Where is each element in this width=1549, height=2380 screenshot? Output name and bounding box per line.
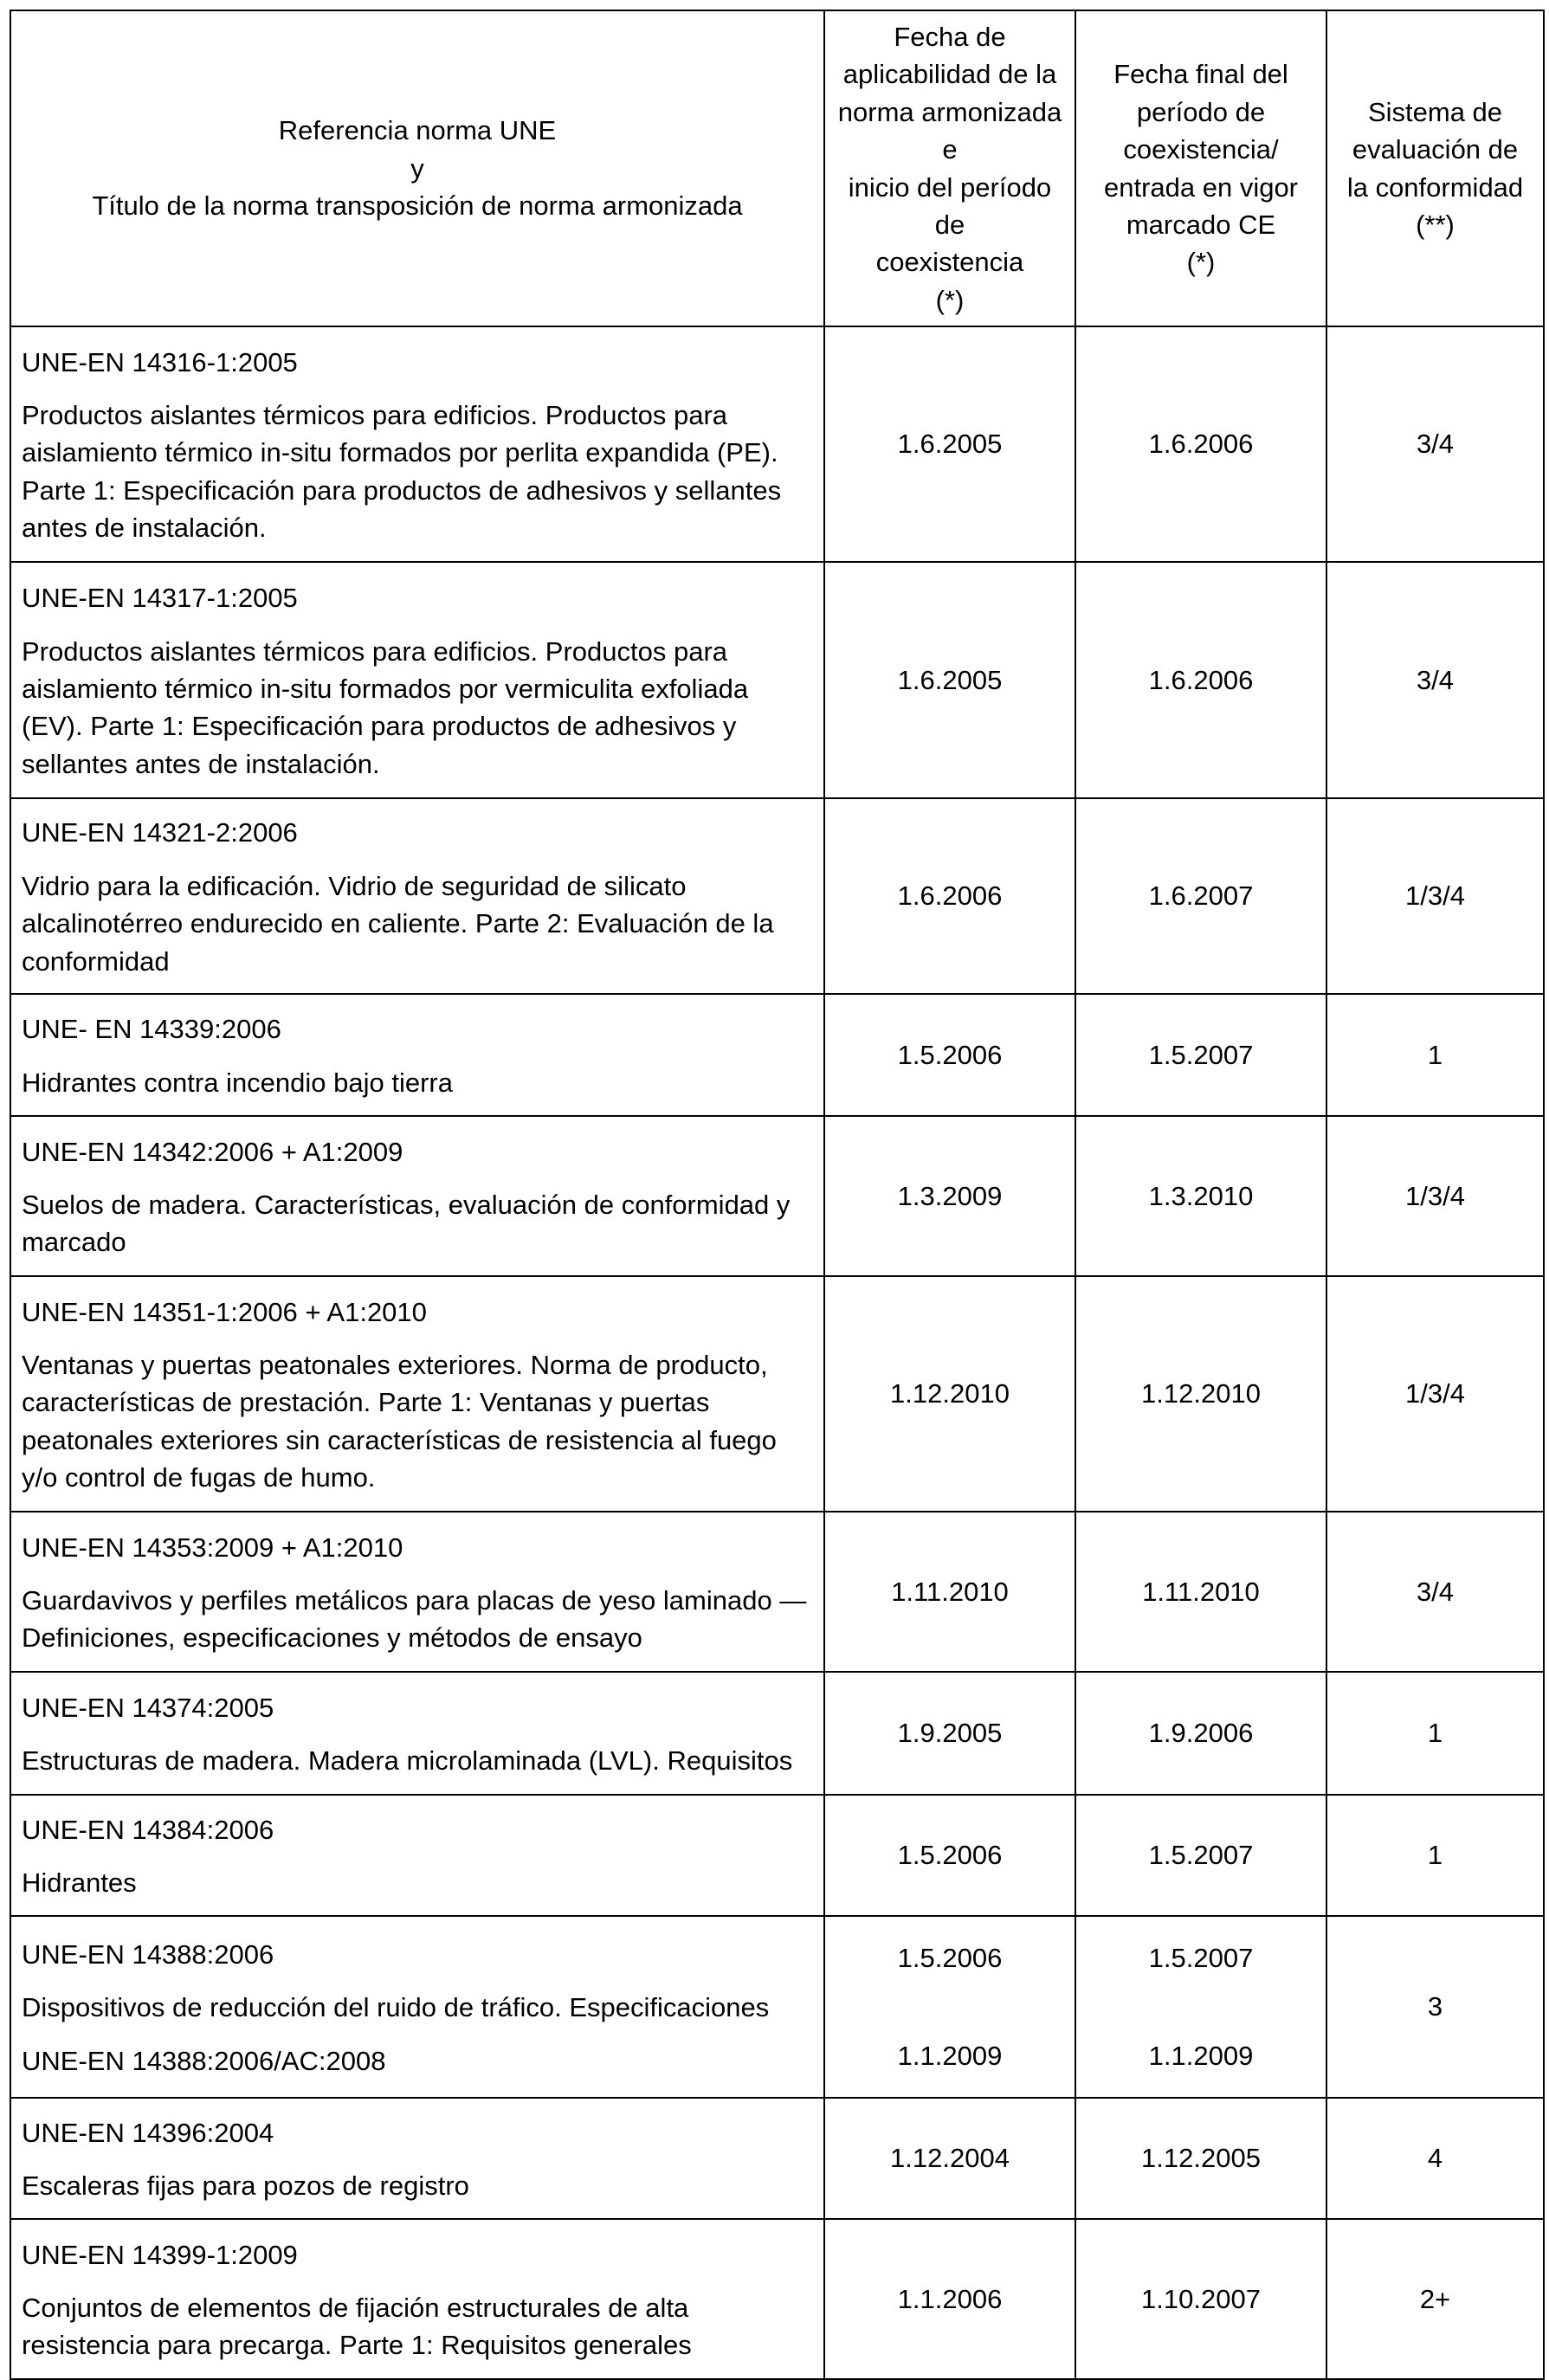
standard-code: UNE-EN 14388:2006: [22, 1939, 274, 1970]
standard-code: UNE-EN 14384:2006: [22, 1814, 274, 1845]
end-date-cell: [1075, 1916, 1326, 2098]
standard-reference-cell: [10, 562, 824, 798]
start-date: 1.5.2006: [824, 994, 1075, 1116]
end-date: 1.12.2005: [1075, 2098, 1326, 2219]
header-text: (*): [1186, 247, 1216, 278]
standard-code: UNE-EN 14399-1:2009: [22, 2239, 298, 2270]
conformity-system: 3/4: [1326, 562, 1544, 798]
conformity-system: 3/4: [1326, 326, 1544, 562]
header-text: Sistema de: [1367, 96, 1503, 127]
conformity-system: 1/3/4: [1326, 1116, 1544, 1276]
standard-title: Hidrantes contra incendio bajo tierra: [22, 1067, 453, 1098]
conformity-system: 1: [1326, 1672, 1544, 1795]
header-text: período de: [1136, 96, 1266, 127]
standard-title: Vidrio para la edificación. Vidrio de seguridad de silicato alcalinotérreo endurecido en caliente. Parte 2: Evaluación de la conformidad: [22, 870, 774, 977]
header-text: (*): [935, 284, 965, 315]
conformity-system: 4: [1326, 2098, 1544, 2219]
standard-code: UNE-EN 14374:2005: [22, 1692, 274, 1723]
start-date: 1.9.2005: [824, 1672, 1075, 1795]
table-row: [10, 562, 1544, 798]
conformity-system: 1: [1326, 1795, 1544, 1916]
standard-code-corrigendum: UNE-EN 14388:2006/AC:2008: [22, 2045, 386, 2076]
standard-reference-cell: [10, 1795, 824, 1916]
standard-code: UNE-EN 14342:2006 + A1:2009: [22, 1136, 403, 1167]
standard-reference-cell: [10, 1916, 824, 2098]
table-row: [10, 1672, 1544, 1795]
table-row: [10, 1116, 1544, 1276]
end-date: 1.9.2006: [1075, 1672, 1326, 1795]
header-text: entrada en vigor: [1103, 171, 1299, 203]
start-date: 1.12.2004: [824, 2098, 1075, 2219]
start-date: 1.3.2009: [824, 1116, 1075, 1276]
header-text: coexistencia: [875, 247, 1024, 278]
standard-code: UNE-EN 14396:2004: [22, 2117, 274, 2148]
start-date: 1.6.2005: [824, 562, 1075, 798]
standard-reference-cell: [10, 1512, 824, 1672]
standard-reference-cell: [10, 2098, 824, 2219]
standard-code: UNE-EN 14353:2009 + A1:2010: [22, 1532, 403, 1563]
table-row: [10, 994, 1544, 1116]
header-text: la conformidad: [1346, 171, 1524, 203]
conformity-system: 1/3/4: [1326, 798, 1544, 994]
header-reference: [10, 10, 824, 326]
header-text: marcado CE: [1126, 209, 1276, 240]
header-text: y: [410, 152, 424, 184]
header-text: evaluación de: [1352, 134, 1519, 165]
start-date: 1.5.2006: [824, 1795, 1075, 1916]
start-date: 1.1.2006: [824, 2219, 1075, 2379]
header-text: Fecha de: [894, 22, 1006, 52]
standard-title: Hidrantes: [22, 1867, 137, 1899]
end-date: 1.6.2006: [1075, 326, 1326, 562]
header-text: coexistencia/: [1123, 134, 1279, 165]
end-date: 1.10.2007: [1075, 2219, 1326, 2379]
standard-title: Productos aislantes térmicos para edificios. Productos para aislamiento térmico in-situ formados por perlita expandida (PE). Parte 1: Especificación para productos de adhesivos y sellantes antes de instalación.: [22, 400, 782, 544]
header-system: [1326, 10, 1544, 326]
header-text: norma armonizada e: [837, 96, 1062, 165]
end-date: 1.6.2007: [1075, 798, 1326, 994]
conformity-system: 3/4: [1326, 1512, 1544, 1672]
header-text: Referencia norma UNE: [278, 115, 557, 146]
standard-code: UNE-EN 14321-2:2006: [22, 817, 298, 848]
standard-title: Productos aislantes térmicos para edificios. Productos para aislamiento térmico in-situ formados por vermiculita exfoliada (EV). Parte 1: Especificación para productos de adhesivos y sellantes antes de instalación.: [22, 635, 749, 779]
table-row: [10, 1276, 1544, 1512]
standard-code: UNE-EN 14316-1:2005: [22, 346, 298, 377]
conformity-system: 1/3/4: [1326, 1276, 1544, 1512]
header-text: (**): [1416, 209, 1455, 240]
harmonized-standards-table: [10, 10, 1545, 2380]
standard-title: Suelos de madera. Características, evaluación de conformidad y marcado: [22, 1189, 791, 1258]
table-row: [10, 1795, 1544, 1916]
standard-code: UNE- EN 14339:2006: [22, 1014, 281, 1045]
end-date: 1.5.2007: [1075, 994, 1326, 1116]
table-row: [10, 798, 1544, 994]
standard-title: Dispositivos de reducción del ruido de tráfico. Especificaciones: [22, 1992, 770, 2023]
end-date: 1.12.2010: [1075, 1276, 1326, 1512]
end-date: 1.3.2010: [1075, 1116, 1326, 1276]
end-date: 1.6.2006: [1075, 562, 1326, 798]
standard-code: UNE-EN 14317-1:2005: [22, 583, 298, 614]
standard-reference-cell: [10, 1116, 824, 1276]
table-header-row: [10, 10, 1544, 326]
standard-reference-cell: [10, 798, 824, 994]
header-end-date: [1075, 10, 1326, 326]
conformity-system: 3: [1326, 1916, 1544, 2098]
start-date-cell: [824, 1916, 1075, 2098]
table-row: [10, 2219, 1544, 2379]
header-text: inicio del período de: [848, 171, 1052, 240]
start-date: 1.6.2006: [824, 798, 1075, 994]
start-date: 1.11.2010: [824, 1512, 1075, 1672]
table-row: [10, 326, 1544, 562]
header-start-date: [824, 10, 1075, 326]
table-row: [10, 1512, 1544, 1672]
header-text: Título de la norma transposición de norma armonizada: [92, 190, 743, 222]
standard-title: Guardavivos y perfiles metálicos para placas de yeso laminado — Definiciones, especificaciones y métodos de ensayo: [22, 1584, 807, 1654]
standard-title: Estructuras de madera. Madera microlaminada (LVL). Requisitos: [22, 1745, 793, 1777]
end-date: 1.5.2007: [1075, 1795, 1326, 1916]
start-date: 1.5.2006: [897, 1942, 1003, 1973]
start-date: 1.12.2010: [824, 1276, 1075, 1512]
standard-title: Ventanas y puertas peatonales exteriores. Norma de producto, características de prestación. Parte 1: Ventanas y puertas peatonales exteriores sin características de resistencia al fuego y/o control de fugas de humo.: [22, 1350, 777, 1493]
standard-reference-cell: [10, 1276, 824, 1512]
conformity-system: 1: [1326, 994, 1544, 1116]
header-text: aplicabilidad de la: [842, 59, 1057, 90]
standard-title: Escaleras fijas para pozos de registro: [22, 2170, 469, 2202]
end-date: 1.5.2007: [1148, 1942, 1254, 1973]
standard-reference-cell: [10, 326, 824, 562]
standard-reference-cell: [10, 2219, 824, 2379]
table-row: [10, 2098, 1544, 2219]
standard-reference-cell: [10, 994, 824, 1116]
header-text: Fecha final del: [1113, 59, 1288, 90]
standard-reference-cell: [10, 1672, 824, 1795]
end-date-corrigendum: 1.1.2009: [1148, 2041, 1254, 2072]
table-row: [10, 1916, 1544, 2098]
end-date: 1.11.2010: [1075, 1512, 1326, 1672]
start-date: 1.6.2005: [824, 326, 1075, 562]
standard-code: UNE-EN 14351-1:2006 + A1:2010: [22, 1296, 427, 1327]
standard-title: Conjuntos de elementos de fijación estructurales de alta resistencia para precarga. Parte 1: Requisitos generales: [22, 2292, 692, 2361]
conformity-system: 2+: [1326, 2219, 1544, 2379]
start-date-corrigendum: 1.1.2009: [897, 2041, 1003, 2072]
